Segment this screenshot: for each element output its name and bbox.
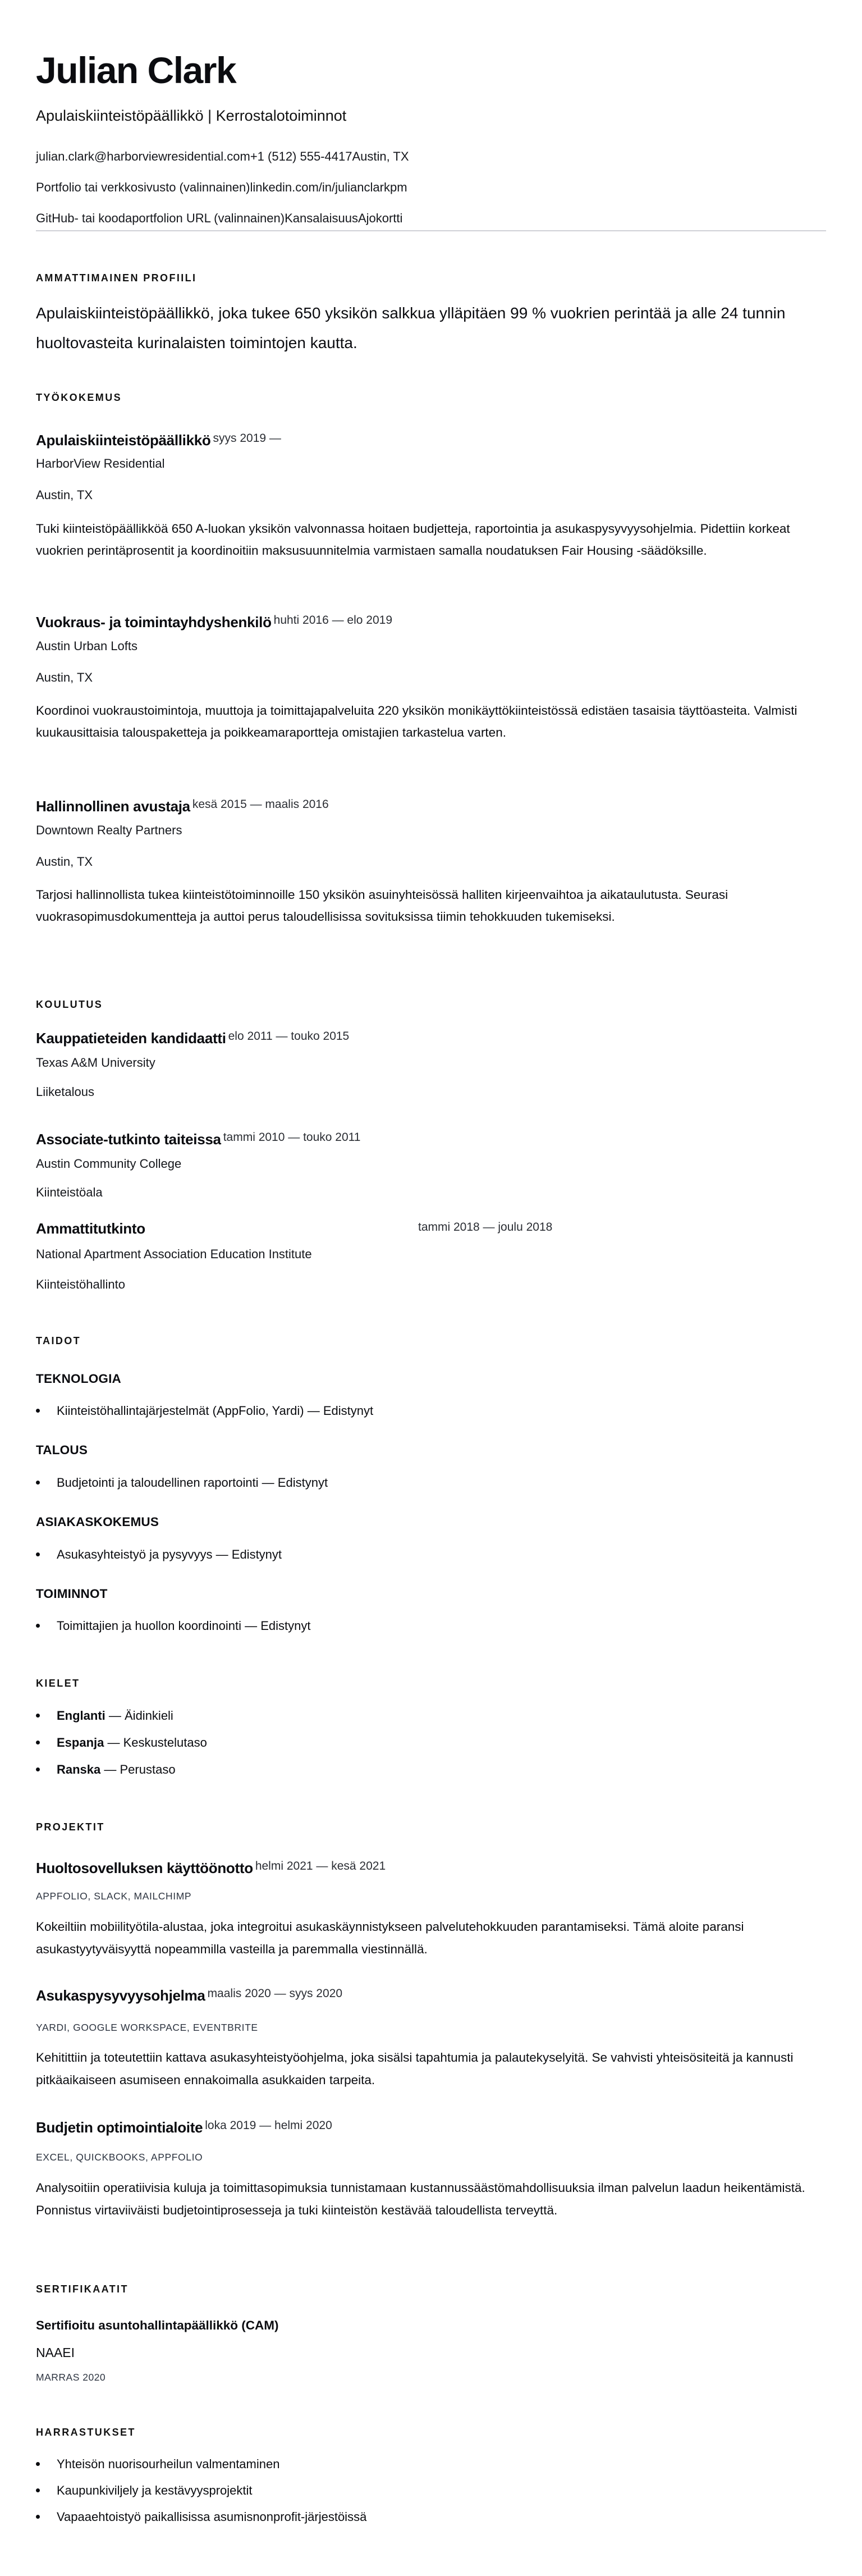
degree-title: Ammattitutkinto	[36, 1220, 145, 1237]
degree-dates: tammi 2018 — joulu 2018	[418, 1221, 553, 1234]
certification-issuer: NAAEI	[36, 2345, 75, 2360]
project-dates: helmi 2021 — kesä 2021	[255, 1860, 386, 1872]
certification-title: Sertifioitu asuntohallintapäällikkö (CAM)	[36, 2318, 279, 2332]
job-location: Austin, TX	[36, 855, 93, 869]
job-company: Austin Urban Lofts	[36, 639, 137, 653]
project-description: Kehitittiin ja toteutettiin kattava asukasyhteistyöohjelma, joka sisälsi tapahtumia ja palautekyselyitä. Se vahvisti yhteisösiteitä ja kannusti pitkäaikaiseen asumiseen ennakoimalla asukkaiden tarpeita.	[36, 2050, 794, 2087]
interest-text: Yhteisön nuorisourheilun valmentaminen	[57, 2457, 280, 2471]
section-heading-projects: PROJEKTIT	[36, 1821, 105, 1833]
education-institution: Texas A&M University	[36, 1056, 155, 1070]
interest-item	[36, 2484, 253, 2497]
language-name: Espanja	[57, 1735, 104, 1750]
candidate-name: Julian Clark	[36, 49, 236, 91]
degree-title: Associate-tutkinto taiteissa	[36, 1131, 221, 1148]
job-company: Downtown Realty Partners	[36, 823, 182, 837]
bullet-icon	[36, 2462, 40, 2466]
language-name: Ranska	[57, 1762, 101, 1776]
project-dates: loka 2019 — helmi 2020	[205, 2119, 332, 2132]
project-title: Asukaspysyvyysohjelma	[36, 1987, 205, 2004]
job-description: Tarjosi hallinnollista tukea kiinteistötoiminnoille 150 yksikön asuinyhteisössä halliten kirjeenvaihtoa ja aikataulutusta. Seurasi vuokrasopimusdokumentteja ja auttoi perus taloudellisissa sovituksissa tiimin tehokkuuden tukemiseksi.	[36, 888, 728, 924]
bullet-icon	[36, 1409, 40, 1413]
job-title: Vuokraus- ja toimintayhdyshenkilö	[36, 614, 272, 631]
bullet-icon	[36, 1481, 40, 1485]
education-field: Liiketalous	[36, 1085, 94, 1099]
skill-item	[36, 1549, 282, 1561]
degree-dates: elo 2011 — touko 2015	[228, 1030, 350, 1043]
bullet-icon	[36, 1624, 40, 1628]
skill-text: Kiinteistöhallintajärjestelmät (AppFolio, Yardi) — Edistynyt	[57, 1404, 374, 1418]
bullet-icon	[36, 1714, 40, 1718]
language-item	[36, 1737, 207, 1749]
job-location: Austin, TX	[36, 488, 93, 502]
language-level: — Äidinkieli	[105, 1709, 173, 1723]
project-description: Kokeiltiin mobiilityötila-alustaa, joka integroitui asukaskäynnistykseen palvelutehokkuuden parantamiseksi. Tämä aloite paransi asukastyytyväisyyttä nopeammilla vasteilla ja paremmalla viestinnällä.	[36, 1920, 744, 1956]
skill-item	[36, 1620, 310, 1632]
language-level: — Perustaso	[100, 1762, 176, 1776]
project-tech: EXCEL, QUICKBOOKS, APPFOLIO	[36, 2152, 203, 2163]
language-name: Englanti	[57, 1709, 106, 1723]
job-dates: syys 2019 —	[213, 432, 281, 445]
skill-item	[36, 1477, 328, 1489]
project-title: Budjetin optimointialoite	[36, 2119, 203, 2136]
degree-dates: tammi 2010 — touko 2011	[223, 1131, 361, 1144]
profile-summary: Apulaiskiinteistöpäällikkö, joka tukee 650 yksikön salkkua ylläpitäen 99 % vuokrien perintää ja alle 24 tunnin huoltovasteita kurinalaisten toimintojen kautta.	[36, 304, 786, 351]
skill-category: TOIMINNOT	[36, 1587, 108, 1601]
job-description: Koordinoi vuokraustoimintoja, muuttoja ja toimittajapalveluita 220 yksikön monikäyttökiinteistössä edistäen tasaisia täyttöasteita. Valmisti kuukausittaisia talouspaketteja ja poikkeamaraportteja omistajien tarkastelua varten.	[36, 704, 797, 739]
job-title: Apulaiskiinteistöpäällikkö	[36, 432, 211, 449]
skill-category: TEKNOLOGIA	[36, 1372, 121, 1386]
bullet-icon	[36, 2488, 40, 2492]
section-heading-experience: TYÖKOKEMUS	[36, 392, 122, 403]
interest-item	[36, 2511, 366, 2523]
project-tech: YARDI, GOOGLE WORKSPACE, EVENTBRITE	[36, 2022, 258, 2033]
section-heading-profile: AMMATTIMAINEN PROFIILI	[36, 272, 197, 284]
contact-line-github-citizenship-license: GitHub- tai koodaportfolion URL (valinnainen)KansalaisuusAjokortti	[36, 211, 403, 225]
job-dates: huhti 2016 — elo 2019	[273, 614, 393, 627]
job-title: Hallinnollinen avustaja	[36, 798, 190, 815]
section-heading-languages: KIELET	[36, 1678, 80, 1689]
bullet-icon	[36, 1552, 40, 1556]
section-heading-skills: TAIDOT	[36, 1335, 81, 1346]
contact-line-email-phone-location: julian.clark@harborviewresidential.com+1 (512) 555-4417Austin, TX	[36, 149, 409, 163]
language-item	[36, 1710, 173, 1722]
language-item	[36, 1764, 176, 1776]
project-dates: maalis 2020 — syys 2020	[207, 1987, 343, 2000]
education-field: Kiinteistöala	[36, 1185, 103, 1199]
bullet-icon	[36, 1767, 40, 1771]
interest-item	[36, 2458, 279, 2470]
candidate-subtitle: Apulaiskiinteistöpäällikkö | Kerrostalotoiminnot	[36, 107, 347, 124]
certification-date: MARRAS 2020	[36, 2372, 106, 2383]
contact-line-portfolio-linkedin: Portfolio tai verkkosivusto (valinnainen)linkedin.com/in/julianclarkpm	[36, 180, 407, 194]
section-heading-interests: HARRASTUKSET	[36, 2427, 136, 2438]
project-tech: APPFOLIO, SLACK, MAILCHIMP	[36, 1890, 192, 1902]
interest-text: Kaupunkiviljely ja kestävyysprojektit	[57, 2483, 253, 2497]
language-level: — Keskustelutaso	[104, 1735, 207, 1750]
section-heading-education: KOULUTUS	[36, 999, 103, 1010]
project-title: Huoltosovelluksen käyttöönotto	[36, 1860, 253, 1876]
job-location: Austin, TX	[36, 670, 93, 684]
skill-text: Asukasyhteistyö ja pysyvyys — Edistynyt	[57, 1547, 282, 1561]
job-description: Tuki kiinteistöpäällikköä 650 A-luokan yksikön valvonnassa hoitaen budjetteja, raportointia ja asukaspysyvyysohjelmia. Pidettiin korkeat vuokrien perintäprosentit ja koordinoitiin maksusuunnitelmia varmistaen samalla noudatuksen Fair Housing -säädöksille.	[36, 522, 790, 558]
bullet-icon	[36, 1741, 40, 1744]
interest-text: Vapaaehtoistyö paikallisissa asumisnonprofit-järjestöissä	[57, 2510, 367, 2524]
education-field: Kiinteistöhallinto	[36, 1277, 125, 1291]
job-company: HarborView Residential	[36, 456, 165, 471]
job-dates: kesä 2015 — maalis 2016	[192, 798, 329, 811]
skill-text: Budjetointi ja taloudellinen raportointi — Edistynyt	[57, 1476, 328, 1490]
skill-item	[36, 1405, 373, 1417]
skill-text: Toimittajien ja huollon koordinointi — Edistynyt	[57, 1619, 311, 1633]
skill-category: TALOUS	[36, 1443, 88, 1457]
section-heading-certifications: SERTIFIKAATIT	[36, 2283, 129, 2295]
project-description: Analysoitiin operatiivisia kuluja ja toimittasopimuksia tunnistamaan kustannussäästömahdollisuuksia ilman palvelun laadun heikentämistä. Ponnistus virtaviiväisti budjetointiprosesseja ja tuki kiinteistön kestävää taloudellista terveyttä.	[36, 2181, 805, 2217]
header-divider	[36, 230, 826, 231]
skill-category: ASIAKASKOKEMUS	[36, 1515, 159, 1529]
education-institution: Austin Community College	[36, 1157, 182, 1171]
education-institution: National Apartment Association Education Institute	[36, 1247, 312, 1261]
degree-title: Kauppatieteiden kandidaatti	[36, 1030, 226, 1047]
bullet-icon	[36, 2515, 40, 2519]
